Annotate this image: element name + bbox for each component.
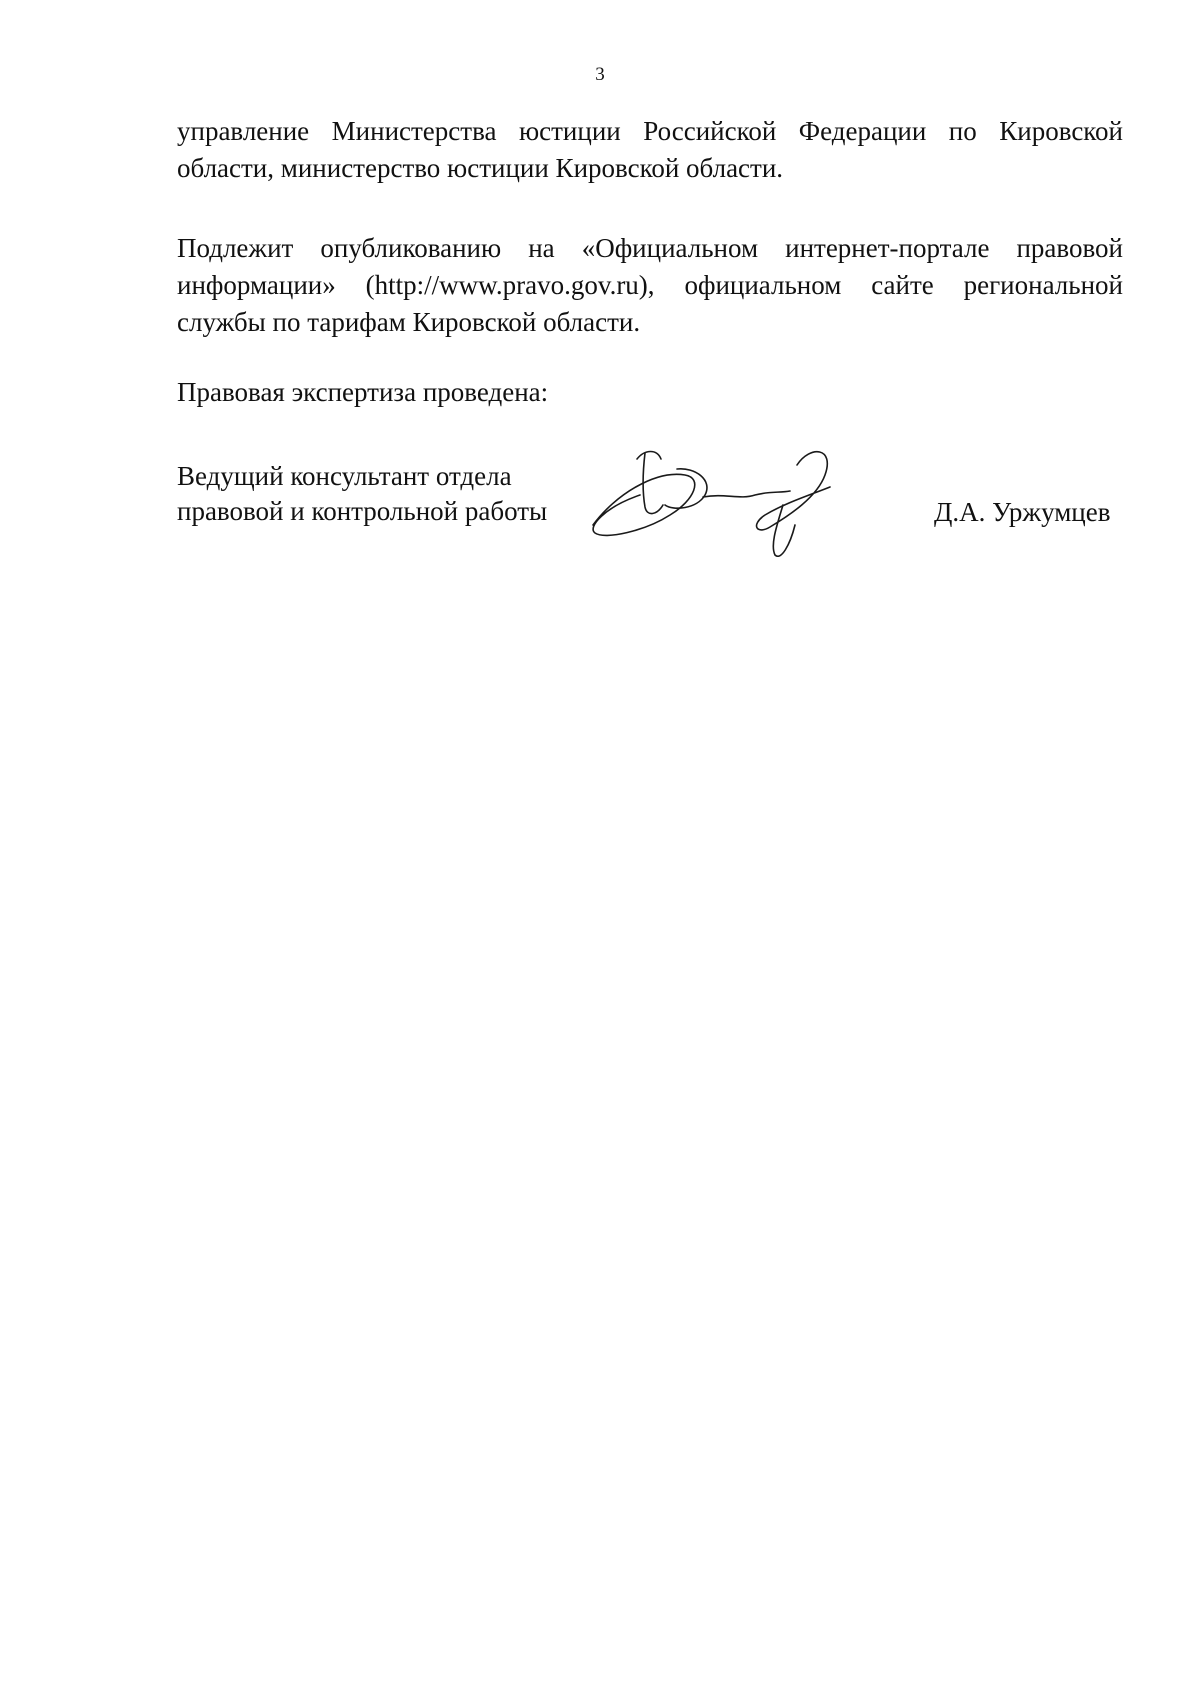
paragraph-legal-review: Правовая экспертиза проведена: bbox=[177, 377, 549, 407]
paragraph-recipients: управление Министерства юстиции Российской Федерации по Кировской области, министерство юстиции Кировской области. bbox=[177, 116, 1123, 183]
handwritten-signature bbox=[585, 445, 850, 557]
signer-title-line-2: правовой и контрольной работы bbox=[177, 496, 548, 526]
signer-title-line-1: Ведущий консультант отдела bbox=[177, 461, 512, 491]
page-number: 3 bbox=[595, 64, 605, 85]
paragraph-publication: Подлежит опубликованию на «Официальном интернет-портале правовой информации» (http://www.pravo.gov.ru), официальном сайте региональной службы по тарифам Кировской области. bbox=[177, 233, 1123, 337]
signer-name: Д.А. Уржумцев bbox=[934, 497, 1111, 527]
signer-title bbox=[177, 459, 547, 529]
